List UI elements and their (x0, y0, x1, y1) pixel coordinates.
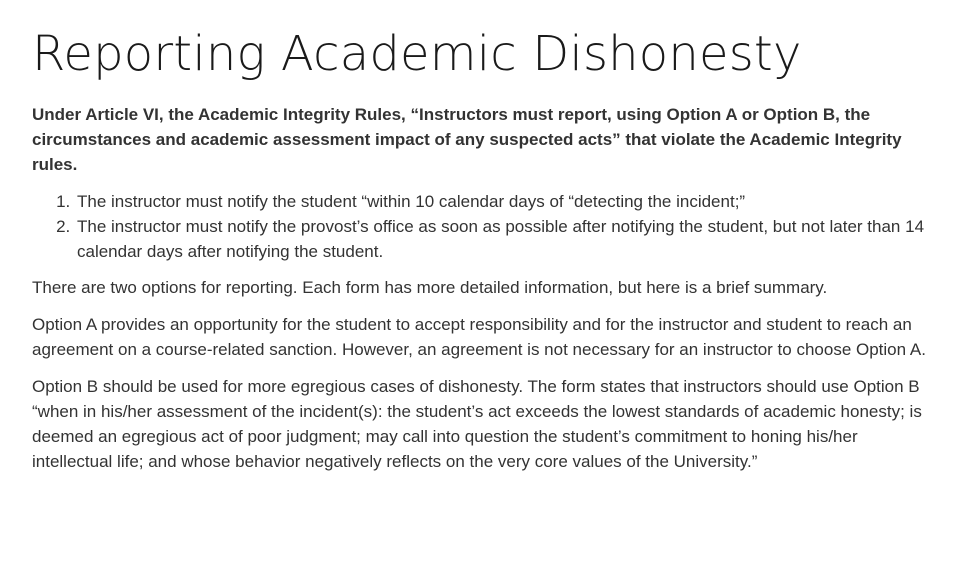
reporting-steps-list (32, 189, 939, 264)
list-item: 1. The instructor must notify the student “within 10 calendar days of “detecting the incident;” (75, 189, 939, 214)
page-title: Reporting Academic Dishonesty (32, 26, 802, 82)
intro-paragraph: Under Article VI, the Academic Integrity Rules, “Instructors must report, using Option A or Option B, the circumstances and academic assessment impact of any suspected acts” that violate the Academic Integrity rules. (32, 105, 902, 174)
option-a-paragraph: Option A provides an opportunity for the student to accept responsibility and for the instructor and student to reach an agreement on a course-related sanction. However, an agreement is not necessary for an instructor to choose Option A. (32, 315, 926, 359)
list-item: 2. The instructor must notify the provost’s office as soon as possible after notifying the student, but not later than 14 calendar days after notifying the student. (75, 214, 939, 264)
option-b-paragraph: Option B should be used for more egregious cases of dishonesty. The form states that instructors should use Option B “when in his/her assessment of the incident(s): the student’s act exceeds the lowest standards of academic honesty; is deemed an egregious act of poor judgment; may call into question the student’s commitment to honing his/her intellectual life; and whose behavior negatively reflects on the very core values of the University.” (32, 377, 922, 471)
options-summary-paragraph: There are two options for reporting. Each form has more detailed information, but here is a brief summary. (32, 278, 828, 297)
